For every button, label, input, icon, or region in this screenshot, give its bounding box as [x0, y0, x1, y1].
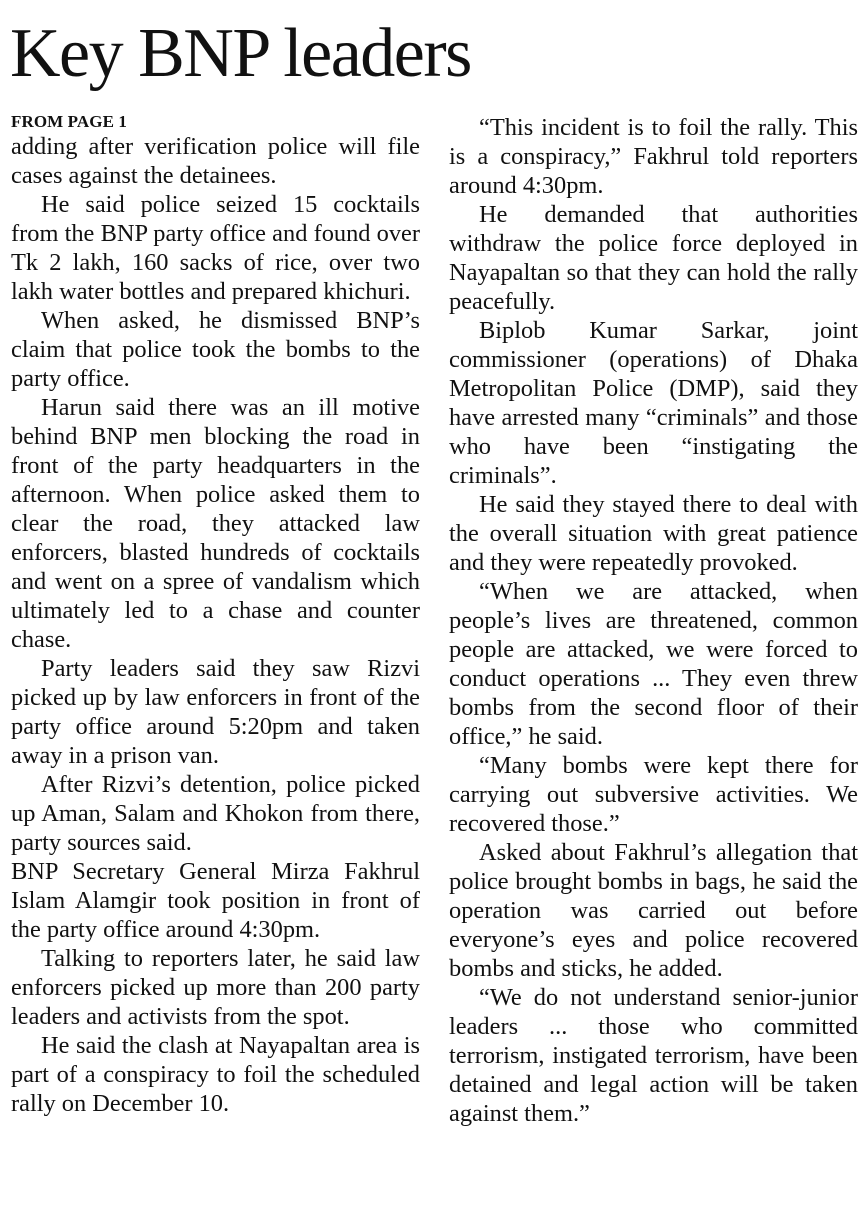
paragraph: Biplob Kumar Sarkar, joint commissioner (operations) of Dhaka Metropolitan Police (DMP), said they have arrested many “criminals” and those who have been “instigating the criminals”. [449, 316, 858, 489]
paragraph: He said the clash at Nayapaltan area is part of a conspiracy to foil the scheduled rally on December 10. [11, 1032, 420, 1117]
jumpline: FROM PAGE 1 [11, 112, 127, 131]
paragraph: “Many bombs were kept there for carrying out subversive activities. We recovered those.” [449, 751, 858, 837]
paragraph: adding after verification police will file cases against the detainees. [11, 133, 420, 189]
paragraph: After Rizvi’s detention, police picked up Aman, Salam and Khokon from there, party sources said. [11, 771, 420, 856]
paragraph: He said police seized 15 cocktails from the BNP party office and found over Tk 2 lakh, 160 sacks of rice, over two lakh water bottles and prepared khichuri. [11, 191, 420, 305]
paragraph: “We do not understand senior-junior leaders ... those who committed terrorism, instigated terrorism, have been detained and legal action will be taken against them.” [449, 983, 858, 1127]
paragraph: BNP Secretary General Mirza Fakhrul Islam Alamgir took position in front of the party office around 4:30pm. [11, 858, 420, 943]
paragraph: Talking to reporters later, he said law enforcers picked up more than 200 party leaders and activists from the spot. [11, 945, 420, 1030]
paragraph: He said they stayed there to deal with the overall situation with great patience and they were repeatedly provoked. [449, 490, 858, 576]
article-column-left [11, 112, 420, 1118]
paragraph: Party leaders said they saw Rizvi picked up by law enforcers in front of the party office around 5:20pm and taken away in a prison van. [11, 655, 420, 769]
article-column-right [449, 113, 858, 1128]
paragraph: He demanded that authorities withdraw the police force deployed in Nayapaltan so that they can hold the rally peacefully. [449, 200, 858, 315]
paragraph: “This incident is to foil the rally. This is a conspiracy,” Fakhrul told reporters around 4:30pm. [449, 113, 858, 199]
paragraph: Harun said there was an ill motive behind BNP men blocking the road in front of the party headquarters in the afternoon. When police asked them to clear the road, they attacked law enforcers, blasted hundreds of cocktails and went on a spree of vandalism which ultimately led to a chase and counter chase. [11, 394, 420, 653]
paragraph: “When we are attacked, when people’s lives are threatened, common people are attacked, we were forced to conduct operations ... They even threw bombs from the second floor of their office,” he said. [449, 577, 858, 750]
paragraph: When asked, he dismissed BNP’s claim that police took the bombs to the party office. [11, 307, 420, 392]
paragraph: Asked about Fakhrul’s allegation that police brought bombs in bags, he said the operation was carried out before everyone’s eyes and police recovered bombs and sticks, he added. [449, 838, 858, 982]
headline: Key BNP leaders [10, 15, 471, 92]
